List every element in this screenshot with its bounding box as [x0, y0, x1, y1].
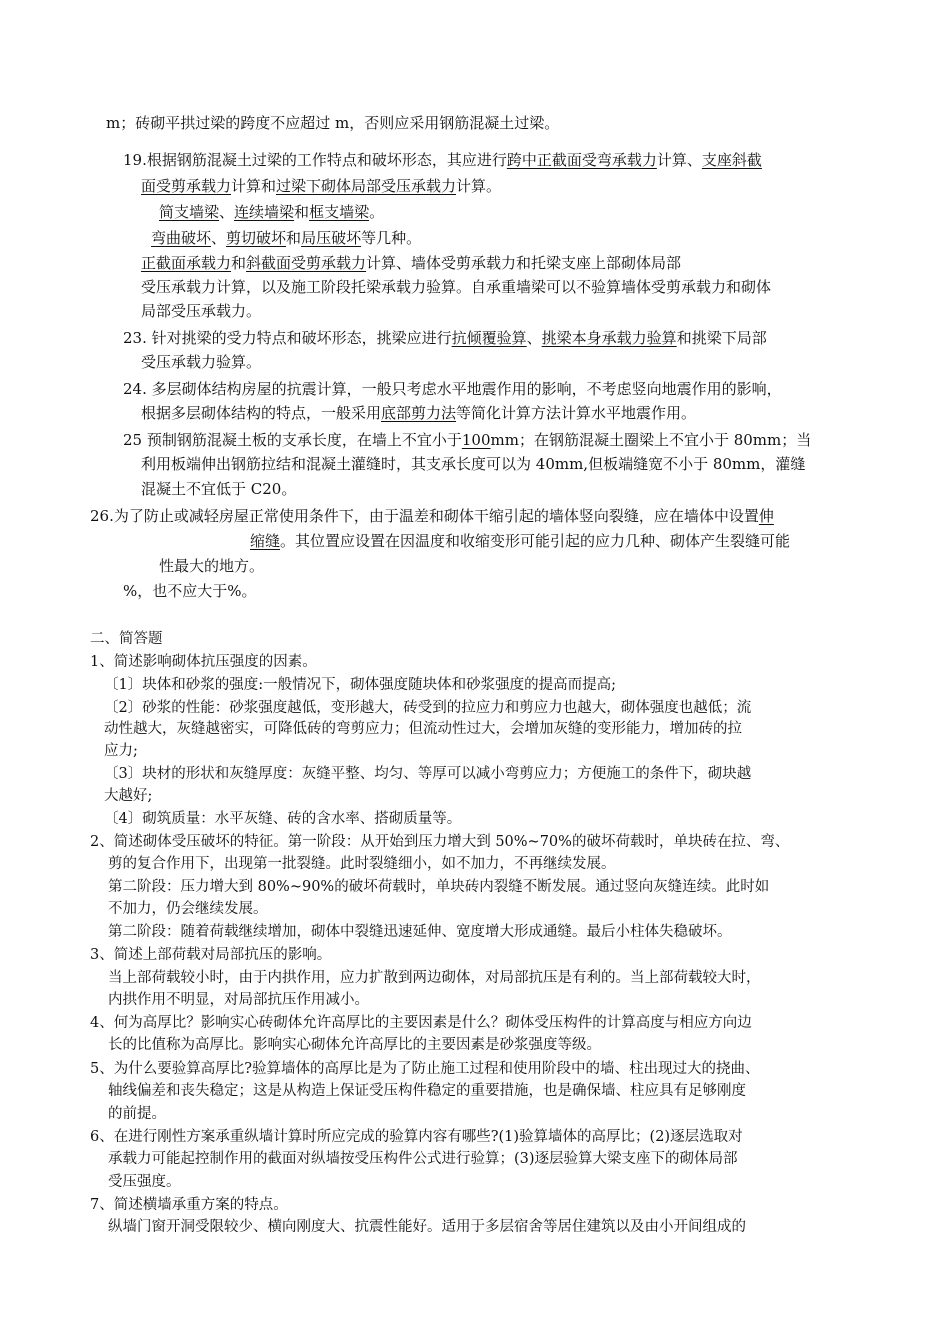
checks-line-1: 正截面承载力和斜截面受剪承载力计算、墙体受剪承载力和托梁支座上部砌体局部	[141, 254, 682, 272]
question-25-line-3: 混凝土不宜低于 C20。	[141, 480, 297, 498]
question-25-line-1: 25 预制钢筋混凝土板的支承长度，在墙上不宜小于100mm；在钢筋混凝土圈梁上不宜小于 80mm；当	[123, 431, 812, 449]
failure-modes: 弯曲破坏、剪切破坏和局压破坏等几种。	[151, 229, 422, 247]
question-4-line: 4、何为高厚比？影响实心砖砌体允许高厚比的主要因素是什么？砌体受压构件的计算高度与相应方向边	[90, 1015, 752, 1031]
answer-blank: 100	[461, 431, 491, 449]
answer-line: 长的比值称为高厚比。影响实心砌体允许高厚比的主要因素是砂浆强度等级。	[108, 1037, 601, 1053]
answer-blank: 框支墙梁	[309, 203, 370, 221]
checks-line-3: 局部受压承载力。	[141, 302, 262, 320]
answer-blank: 剪切破坏	[226, 229, 287, 247]
answer-blank: 底部剪力法	[381, 404, 457, 422]
wall-beam-types: 简支墙梁、连续墙梁和框支墙梁。	[159, 203, 385, 221]
answer-blank: 支座斜截	[701, 151, 762, 169]
answer-blank: 过梁下砌体局部受压承载力	[276, 177, 457, 195]
answer-line: 剪的复合作用下，出现第一批裂缝。此时裂缝细小，如不加力，不再继续发展。	[108, 856, 616, 872]
answer-blank: 连续墙梁	[234, 203, 295, 221]
answer-line: 不加力，仍会继续发展。	[108, 901, 268, 917]
answer-line: 受压强度。	[108, 1174, 181, 1190]
section-heading: 二、简答题	[90, 631, 163, 647]
question-6-line: 6、在进行刚性方案承重纵墙计算时所应完成的验算内容有哪些?(1)验算墙体的高厚比；(2)逐层选取对	[90, 1129, 743, 1145]
answer-line: 〔1〕块体和砂浆的强度:一般情况下，砌体强度随块体和砂浆强度的提高而提高;	[104, 677, 616, 693]
answer-blank: 局压破坏	[301, 229, 362, 247]
answer-line: 内拱作用不明显，对局部抗压作用减小。	[108, 992, 369, 1008]
answer-line: 第二阶段：压力增大到 80%~90%的破坏荷载时，单块砖内裂缝不断发展。通过竖向灰缝连续。此时如	[108, 879, 770, 895]
question-2-line: 2、简述砌体受压破坏的特征。第一阶段：从开始到压力增大到 50%~70%的破坏荷载时，单块砖在拉、弯、	[90, 834, 790, 850]
answer-line: 大越好;	[104, 788, 153, 804]
answer-blank: 缩缝	[250, 532, 281, 550]
question-24-line-2: 根据多层砌体结构的特点，一般采用底部剪力法等简化计算方法计算水平地震作用。	[141, 404, 697, 422]
answer-blank: 抗倾覆验算	[451, 329, 527, 347]
question-19-line-1: 19.根据钢筋混凝土过梁的工作特点和破坏形态，其应进行跨中正截面受弯承载力计算、支座斜截	[123, 151, 762, 169]
answer-line: 应力;	[104, 743, 138, 759]
percent-line: %，也不应大于%。	[123, 582, 257, 600]
question-7-title: 7、简述横墙承重方案的特点。	[90, 1197, 288, 1213]
question-23-line-2: 受压承载力验算。	[141, 353, 262, 371]
answer-line: 纵墙门窗开洞受限较少、横向刚度大、抗震性能好。适用于多层宿舍等居住建筑以及由小开间组成的	[108, 1219, 746, 1235]
question-19-line-2: 面受剪承载力计算和过梁下砌体局部受压承载力计算。	[141, 177, 502, 195]
answer-blank: 斜截面受剪承载力	[246, 254, 367, 272]
answer-blank: 弯曲破坏	[151, 229, 212, 247]
answer-line: 第二阶段：随着荷载继续增加，砌体中裂缝迅速延伸、宽度增大形成通缝。最后小柱体失稳破坏。	[108, 924, 732, 940]
answer-blank: 伸	[758, 507, 774, 525]
question-25-line-2: 利用板端伸出钢筋拉结和混凝土灌缝时，其支承长度可以为 40mm,但板端缝宽不小于 80mm，灌缝	[141, 455, 806, 473]
checks-line-2: 受压承载力计算，以及施工阶段托梁承载力验算。自承重墙梁可以不验算墙体受剪承载力和砌体	[141, 278, 772, 296]
answer-line: 的前提。	[108, 1106, 166, 1122]
answer-line: 承载力可能起控制作用的截面对纵墙按受压构件公式进行验算；(3)逐层验算大梁支座下的砌体局部	[108, 1151, 738, 1167]
answer-line: 〔4〕砌筑质量：水平灰缝、砖的含水率、搭砌质量等。	[104, 811, 462, 827]
answer-blank: 简支墙梁	[159, 203, 220, 221]
text-line: m；砖砌平拱过梁的跨度不应超过 m，否则应采用钢筋混凝土过梁。	[106, 114, 560, 132]
answer-blank: 面受剪承载力	[141, 177, 232, 195]
answer-line: 轴线偏差和丧失稳定；这是从构造上保证受压构件稳定的重要措施，也是确保墙、柱应具有足够刚度	[108, 1083, 746, 1099]
answer-line: 〔2〕砂浆的性能：砂浆强度越低，变形越大，砖受到的拉应力和剪应力也越大，砌体强度也越低；流	[104, 700, 752, 716]
answer-blank: 跨中正截面受弯承载力	[506, 151, 657, 169]
question-1-title: 1、简述影响砌体抗压强度的因素。	[90, 654, 317, 670]
question-3-title: 3、简述上部荷载对局部抗压的影响。	[90, 947, 332, 963]
question-26-line-2: 缩缝。其位置应设置在因温度和收缩变形可能引起的应力几种、砌体产生裂缝可能	[250, 532, 791, 550]
question-23-line-1: 23. 针对挑梁的受力特点和破坏形态，挑梁应进行抗倾覆验算、挑梁本身承载力验算和挑梁下局部	[123, 329, 767, 347]
answer-line: 〔3〕块材的形状和灰缝厚度：灰缝平整、均匀、等厚可以减小弯剪应力；方便施工的条件下，砌块越	[104, 766, 752, 782]
question-26-line-1: 26.为了防止或减轻房屋正常使用条件下，由于温差和砌体干缩引起的墙体竖向裂缝，应在墙体中设置伸	[90, 507, 774, 525]
question-5-line: 5、为什么要验算高厚比?验算墙体的高厚比是为了防止施工过程和使用阶段中的墙、柱出现过大的挠曲、	[90, 1061, 760, 1077]
answer-blank: 挑梁本身承载力验算	[541, 329, 677, 347]
answer-line: 动性越大，灰缝越密实，可降低砖的弯剪应力；但流动性过大，会增加灰缝的变形能力，增加砖的拉	[104, 721, 742, 737]
question-24-line-1: 24. 多层砌体结构房屋的抗震计算，一般只考虑水平地震作用的影响，不考虑竖向地震作用的影响，	[123, 380, 782, 398]
answer-blank: 正截面承载力	[141, 254, 232, 272]
answer-line: 当上部荷载较小时，由于内拱作用，应力扩散到两边砌体，对局部抗压是有利的。当上部荷载较大时，	[108, 970, 761, 986]
question-26-line-3: 性最大的地方。	[159, 557, 265, 575]
